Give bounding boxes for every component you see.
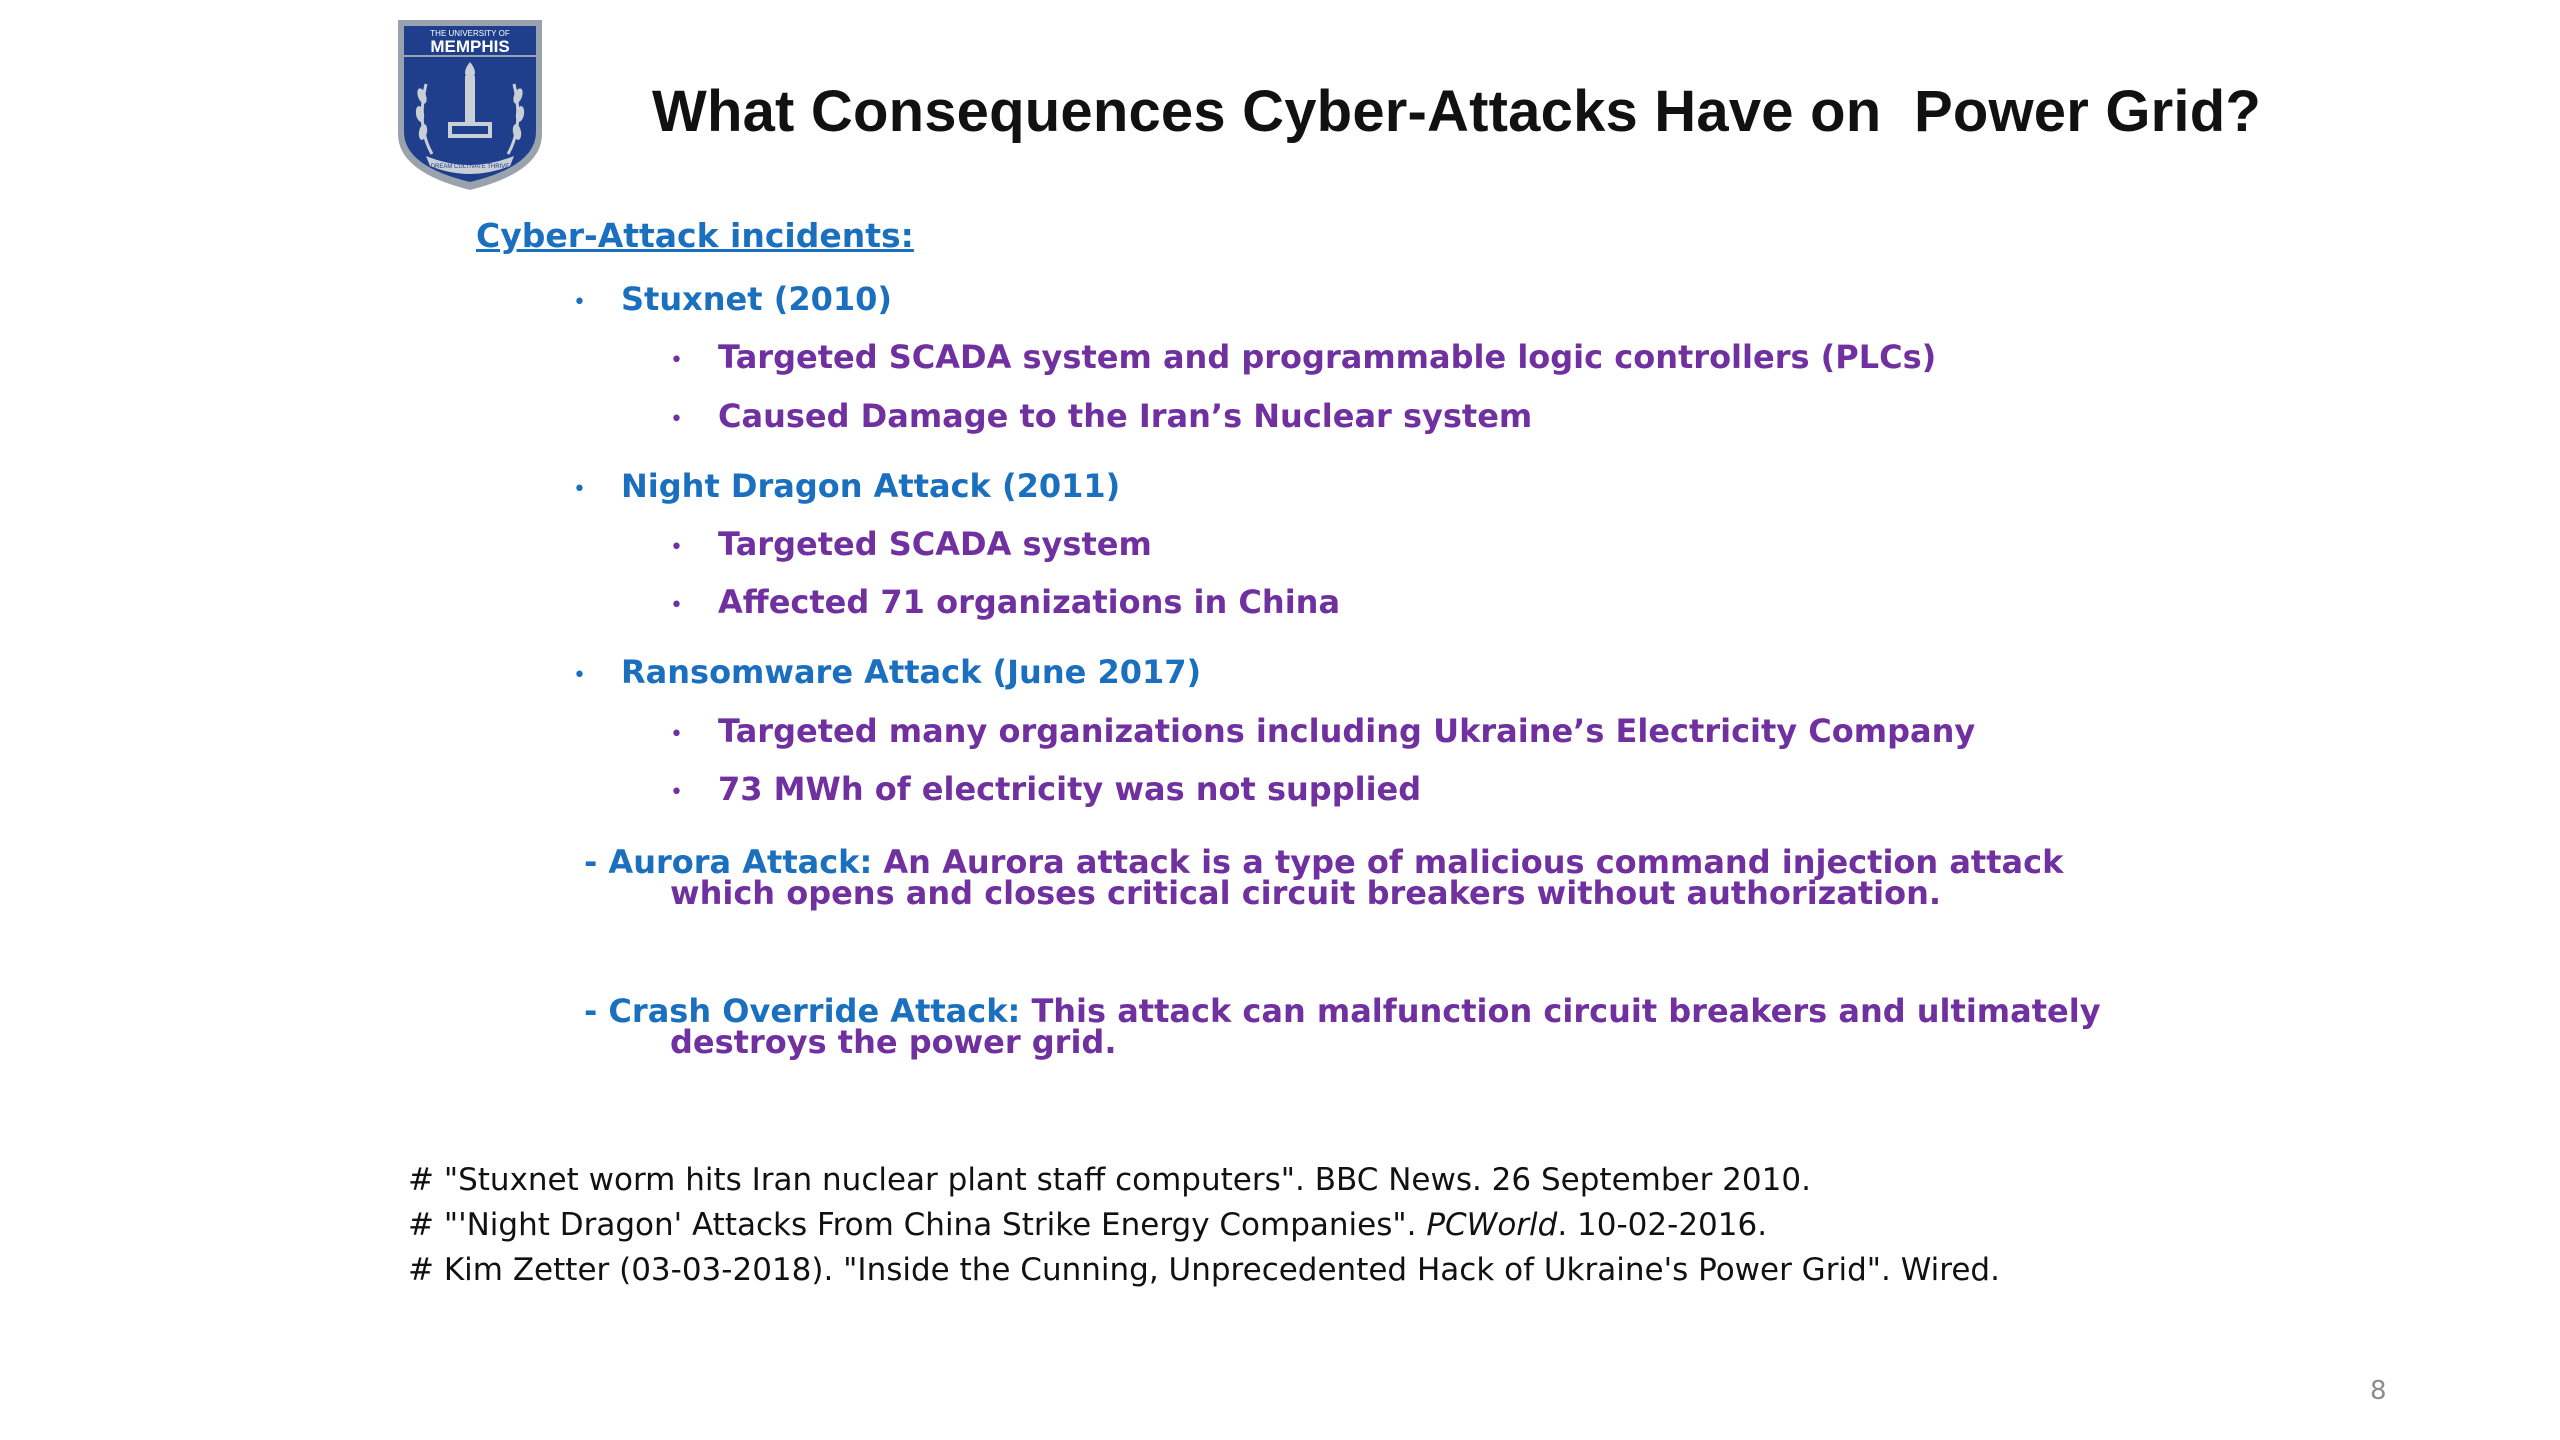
crash-override-text-continued: destroys the power grid. [670,1023,1117,1061]
aurora-attack-text: An Aurora attack is a type of malicious command injection attack [883,843,2064,881]
bullet-icon: • [670,535,683,560]
incident-label-stuxnet: Stuxnet (2010) [621,280,892,318]
university-of-memphis-logo [392,14,548,194]
bullet-icon: • [670,722,683,747]
footnote-night-dragon-date: . 10-02-2016. [1557,1207,1768,1243]
incident-item: Caused Damage to the Iran’s Nuclear system [718,397,1533,435]
bullet-icon: • [670,407,683,432]
footnote-night-dragon-title: # "'Night Dragon' Attacks From China Strike Energy Companies". [408,1207,1427,1243]
logo-top-text: THE UNIVERSITY OF [430,29,510,38]
footnote-stuxnet: # "Stuxnet worm hits Iran nuclear plant staff computers". BBC News. 26 September 2010. [408,1162,1811,1198]
bullet-icon: • [573,290,586,315]
page-number: 8 [2370,1376,2387,1406]
aurora-attack-text-continued: which opens and closes critical circuit breakers without authorization. [670,874,1942,912]
bullet-icon: • [573,477,586,502]
incident-item: Targeted SCADA system and programmable logic controllers (PLCs) [718,338,1937,376]
bullet-icon: • [670,780,683,805]
incident-label-ransomware: Ransomware Attack (June 2017) [621,653,1202,691]
aurora-attack-label: - Aurora Attack: [584,843,873,881]
footnote-night-dragon-source: PCWorld [1426,1207,1558,1243]
incident-item: 73 MWh of electricity was not supplied [718,770,1422,808]
slide-title: What Consequences Cyber-Attacks Have on Power Grid? [652,79,2261,144]
crash-override-label: - Crash Override Attack: [584,992,1021,1030]
bullet-icon: • [670,593,683,618]
incident-item: Targeted SCADA system [718,525,1152,563]
footnote-ukraine: # Kim Zetter (03-03-2018). "Inside the Cunning, Unprecedented Hack of Ukraine's Power Grid". Wired. [408,1252,2000,1288]
footnote-night-dragon [408,1207,1767,1243]
logo-ribbon: DREAM CULTIVATE THRIVE [430,164,510,170]
bullet-icon: • [573,663,586,688]
crash-override-text: This attack can malfunction circuit breakers and ultimately [1031,992,2101,1030]
incident-item: Affected 71 organizations in China [718,583,1341,621]
bullet-icon: • [670,348,683,373]
incident-label-night-dragon: Night Dragon Attack (2011) [621,467,1121,505]
incidents-heading: Cyber-Attack incidents: [476,216,914,255]
incident-item: Targeted many organizations including Ukraine’s Electricity Company [718,712,1976,750]
logo-name: MEMPHIS [430,37,510,56]
